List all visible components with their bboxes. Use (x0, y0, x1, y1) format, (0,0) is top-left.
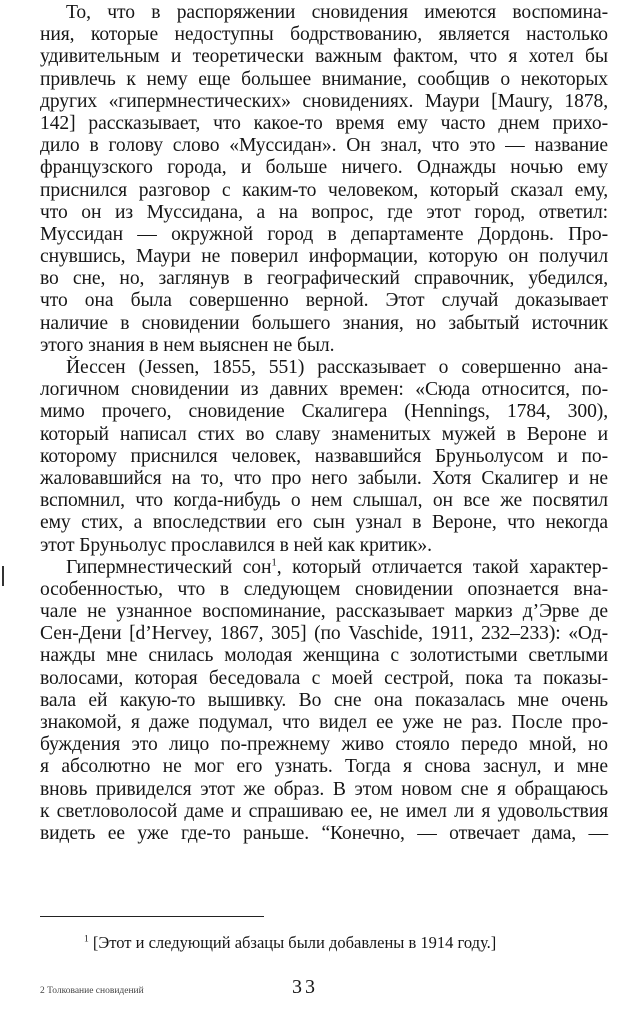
text-line: ему стих, а впоследствии его сын узнал в Вероне, что некогда (40, 512, 608, 534)
text-line: который написал стих во славу знаменитых мужей в Вероне и (40, 423, 608, 445)
text-line: приснился разговор с каким-то человеком, который сказал ему, (40, 179, 608, 201)
text-line: которому приснился человек, назвавшийся Бруньолусом и по- (40, 445, 608, 467)
text-line: вспомнил, что когда-нибудь о нем слышал, он все же посвятил (40, 490, 608, 512)
text-line: особенностью, что в следующем сновидении опознается вна- (40, 578, 608, 600)
footnote-text: [Этот и следующий абзацы были добавлены в 1914 году.] (92, 933, 497, 952)
text-run: , который отличается такой характер- (276, 556, 608, 578)
footnote-marker: 1 (84, 934, 89, 945)
scan-edge-mark (2, 566, 4, 586)
text-line: привлечь к нему еще большее внимание, сообщив о некоторых (40, 68, 608, 90)
text-line: дило в голову слово «Муссидан». Он знал, что это — название (40, 135, 608, 157)
text-line: что она была совершенно верной. Этот случай доказывает (40, 290, 608, 312)
footnote (84, 933, 496, 953)
text-line: к светловолосой даме и спрашиваю ее, не имел ли я удовольствия (40, 800, 608, 822)
paragraph-1 (40, 2, 608, 357)
text-line: волосами, которая беседовала с моей сестрой, пока та показы- (40, 667, 608, 689)
text-line: вала ей какую-то вышивку. Во сне она показалась мне очень (40, 689, 608, 711)
text-line: логичном сновидении из давних времен: «Сюда относится, по- (40, 379, 608, 401)
text-line: Сен-Дени [d’Hervey, 1867, 305] (по Vaschide, 1911, 232–233): «Од- (40, 623, 608, 645)
text-line: мимо прочего, сновидение Скалигера (Hennings, 1784, 300), (40, 401, 608, 423)
text-line: этого знания в нем выяснен не был. (40, 334, 335, 356)
text-line: наличие в сновидении большего знания, но забытый источник (40, 312, 608, 334)
text-line: буждения это лицо по-прежнему живо стояло передо мной, но (40, 734, 608, 756)
footnote-ref[interactable]: 1 (271, 556, 277, 569)
footer-book-title: 2 Толкование сновидений (40, 986, 144, 996)
footnote-divider (40, 916, 264, 917)
text-line: Муссидан — окружной город в департаменте Дордонь. Про- (40, 223, 608, 245)
text-line: во сне, но, заглянув в географический справочник, убедился, (40, 268, 608, 290)
paragraph-2 (40, 357, 608, 557)
text-line: То, что в распоряжении сновидения имеются воспомина- (66, 2, 608, 23)
text-line: нажды мне снилась молодая женщина с золотистыми светлыми (40, 645, 608, 667)
text-line: что он из Муссидана, а на вопрос, где этот город, ответил: (40, 201, 608, 223)
page-number: 33 (292, 976, 318, 998)
text-line: я абсолютно не мог его узнать. Тогда я снова заснул, и мне (40, 756, 608, 778)
text-line: знакомой, я даже подумал, что видел ее уже не раз. После про- (40, 712, 608, 733)
text-line: видеть ее уже где-то раньше. “Конечно, — отвечает дама, — (40, 822, 608, 844)
text-line: Йессен (Jessen, 1855, 551) рассказывает о совершенно ана- (66, 357, 608, 378)
text-line: чале не узнанное воспоминание, рассказывает маркиз д’Эрве де (40, 601, 608, 623)
text-run: Гипермнестический сон (66, 556, 272, 578)
text-line: этот Бруньолус прославился в ней как критик». (40, 534, 432, 556)
text-line: французского города, и больше ничего. Однажды ночью ему (40, 157, 608, 179)
text-line: 142] рассказывает, что какое-то время ему часто днем прихо- (40, 112, 608, 134)
text-line: удивительным и теоретически важным фактом, что я хотел бы (40, 46, 608, 68)
text-line: жаловавшийся на то, что про него забыли. Хотя Скалигер и не (40, 467, 608, 489)
text-line: вновь привиделся этот же образ. В этом новом сне я обращаюсь (40, 778, 608, 800)
text-line (40, 557, 608, 579)
text-line: снувшись, Маури не поверил информации, которую он получил (40, 246, 608, 268)
body-text (40, 2, 608, 845)
text-line: других «гипермнестических» сновидениях. Маури [Maury, 1878, (40, 90, 608, 112)
text-line: ния, которые недоступны бодрствованию, является настолько (40, 24, 608, 46)
paragraph-3 (40, 557, 608, 845)
